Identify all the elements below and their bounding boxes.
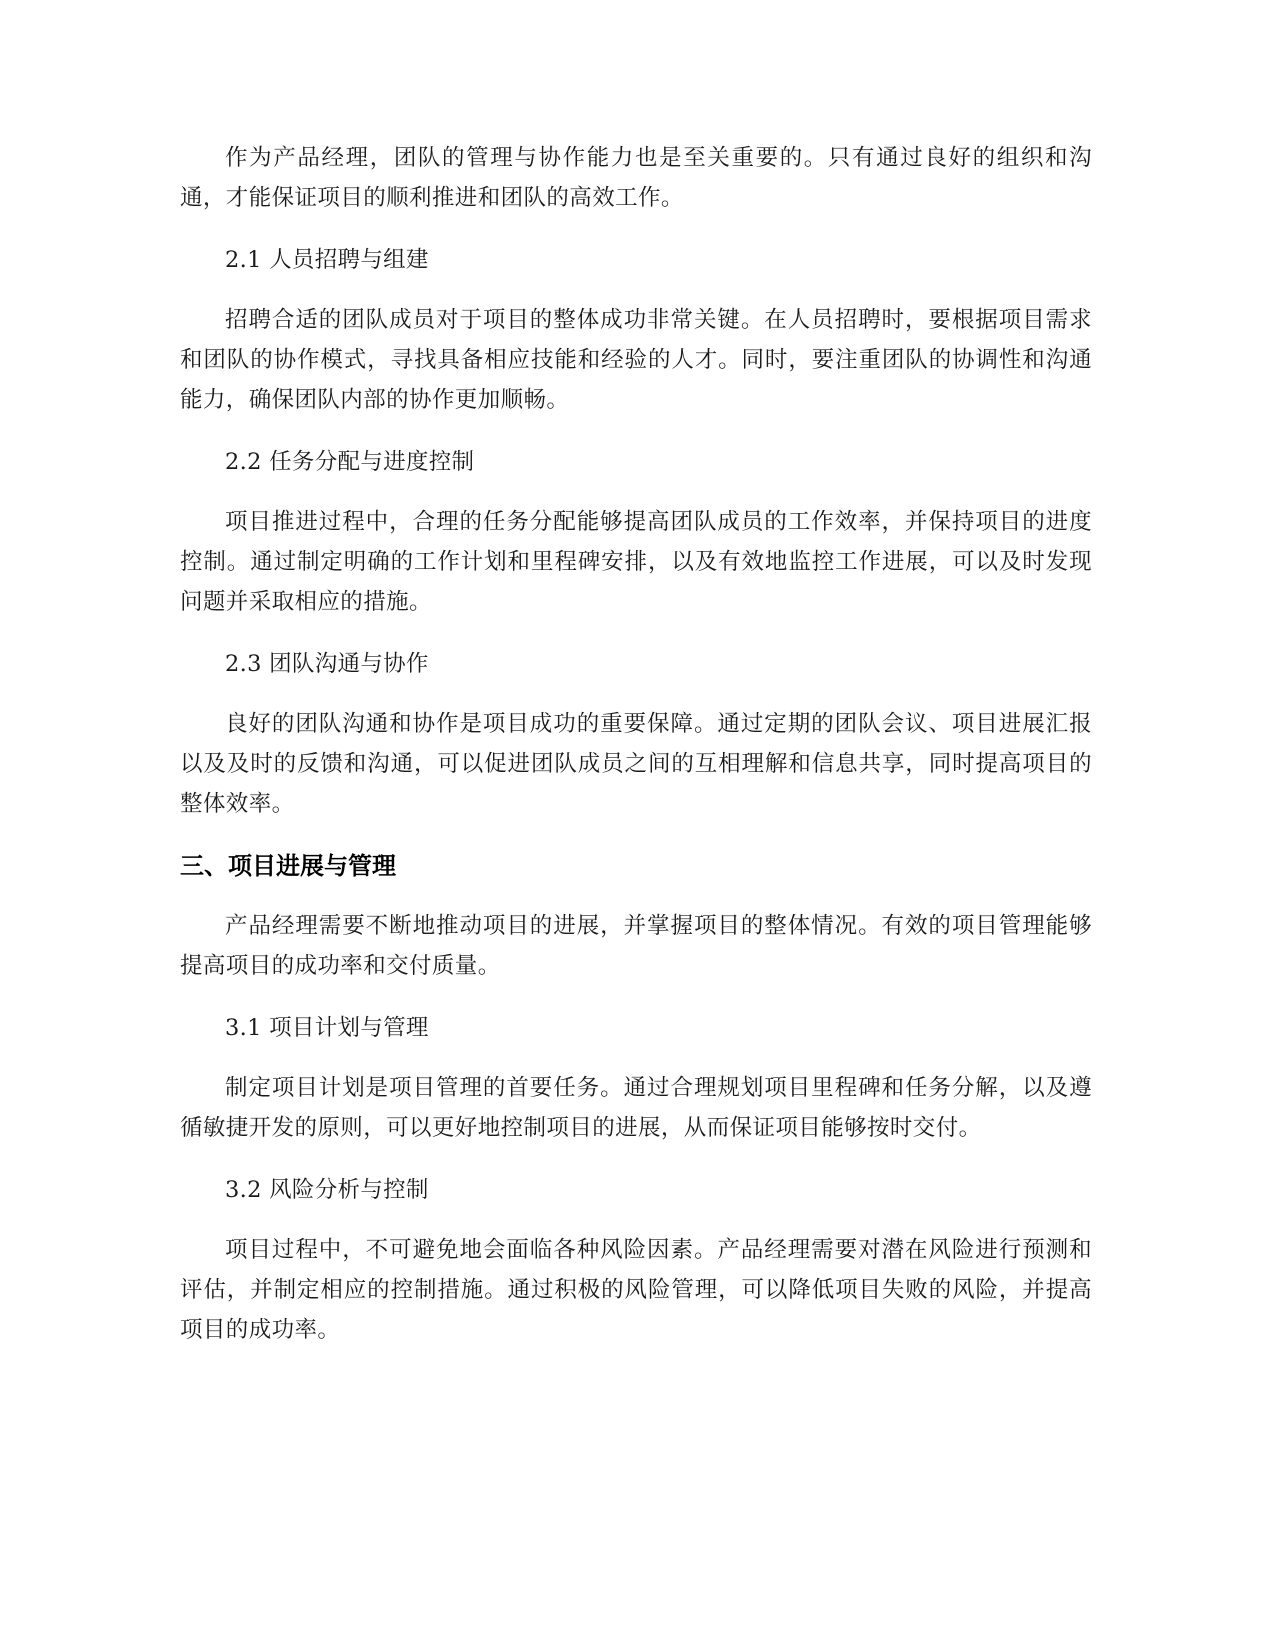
intro-paragraph: 作为产品经理，团队的管理与协作能力也是至关重要的。只有通过良好的组织和沟通，才能保证项目的顺利推进和团队的高效工作。 xyxy=(180,145,1092,211)
section-2-3-body: 良好的团队沟通和协作是项目成功的重要保障。通过定期的团队会议、项目进展汇报以及及时的反馈和沟通，可以促进团队成员之间的互相理解和信息共享，同时提高项目的整体效率。 xyxy=(180,711,1092,817)
document-page xyxy=(180,138,1092,1350)
section-3-2-title: 3.2 风险分析与控制 xyxy=(225,1177,429,1203)
section-2-3-title: 2.3 团队沟通与协作 xyxy=(225,651,429,677)
section-3-1-title: 3.1 项目计划与管理 xyxy=(225,1015,429,1041)
section-2-1-title: 2.1 人员招聘与组建 xyxy=(225,247,429,273)
section-2-1-body: 招聘合适的团队成员对于项目的整体成功非常关键。在人员招聘时，要根据项目需求和团队的协作模式，寻找具备相应技能和经验的人才。同时，要注重团队的协调性和沟通能力，确保团队内部的协作更加顺畅。 xyxy=(180,307,1092,413)
section-3-heading: 三、项目进展与管理 xyxy=(180,852,396,880)
section-2-2-body: 项目推进过程中，合理的任务分配能够提高团队成员的工作效率，并保持项目的进度控制。通过制定明确的工作计划和里程碑安排，以及有效地监控工作进展，可以及时发现问题并采取相应的措施。 xyxy=(180,509,1092,615)
section-3-1-body: 制定项目计划是项目管理的首要任务。通过合理规划项目里程碑和任务分解，以及遵循敏捷开发的原则，可以更好地控制项目的进展，从而保证项目能够按时交付。 xyxy=(180,1075,1092,1141)
section-3-2-body: 项目过程中，不可避免地会面临各种风险因素。产品经理需要对潜在风险进行预测和评估，并制定相应的控制措施。通过积极的风险管理，可以降低项目失败的风险，并提高项目的成功率。 xyxy=(180,1237,1092,1343)
section-2-2-title: 2.2 任务分配与进度控制 xyxy=(225,449,475,475)
section-3-intro: 产品经理需要不断地推动项目的进展，并掌握项目的整体情况。有效的项目管理能够提高项目的成功率和交付质量。 xyxy=(180,913,1092,979)
